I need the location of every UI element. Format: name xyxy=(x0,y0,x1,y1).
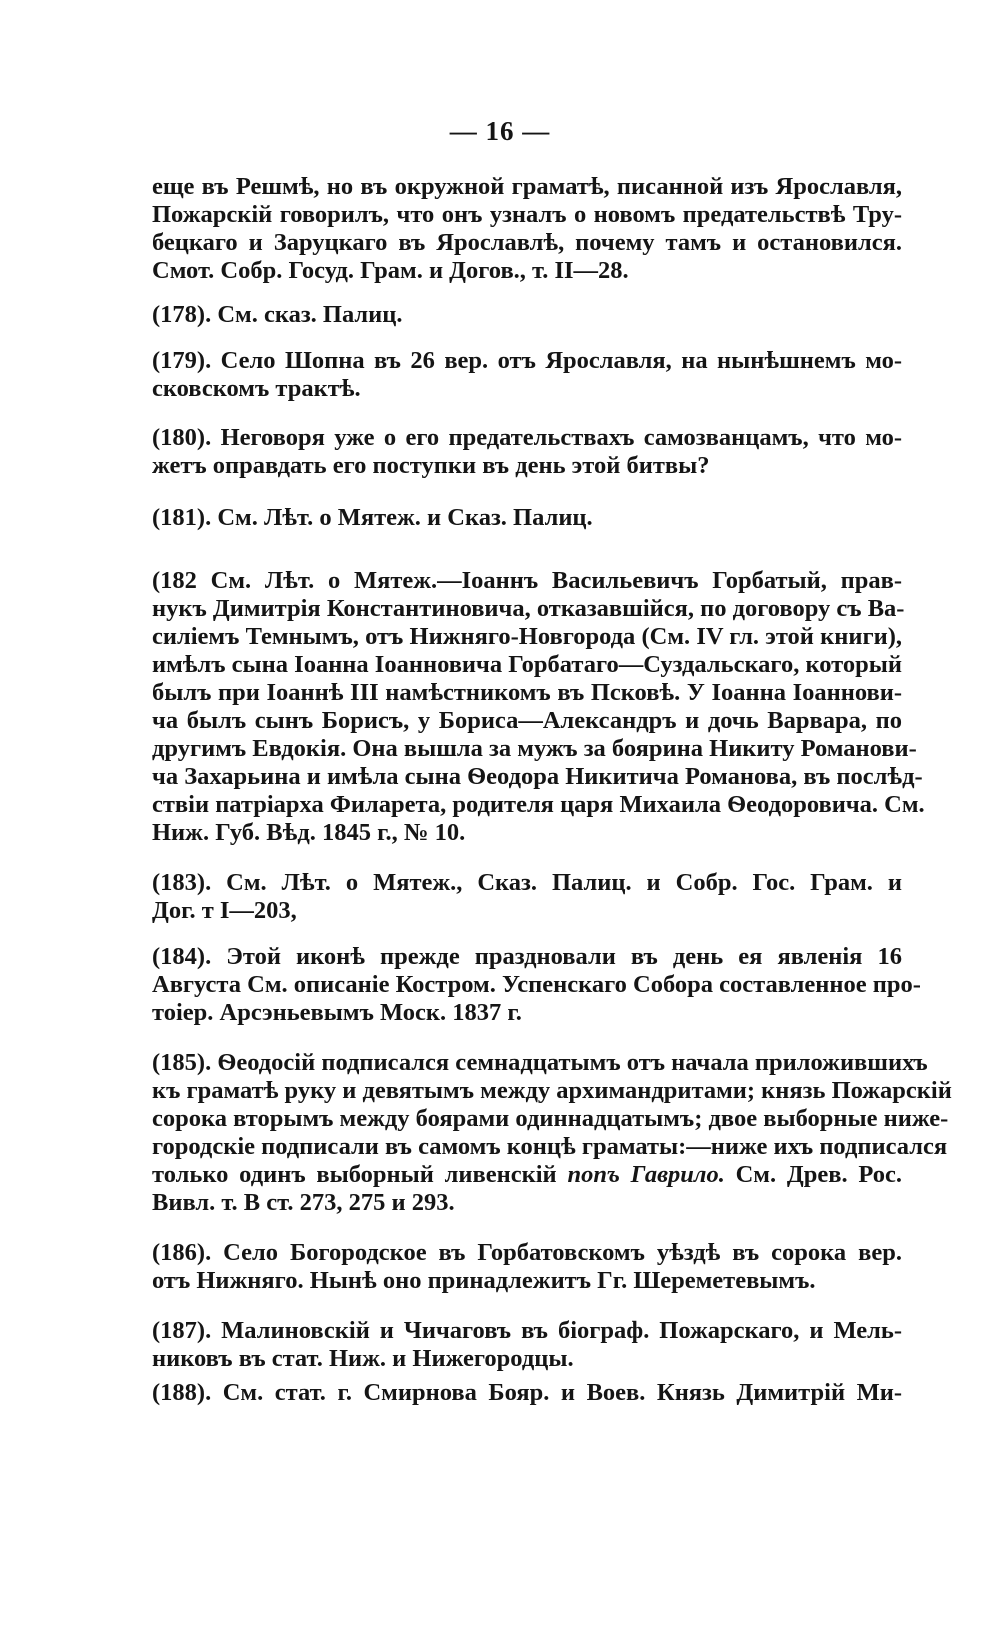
text-line: ча былъ сынъ Борисъ, у Бориса—Александръ и дочь Варвара, по xyxy=(152,707,902,734)
text-line: городскіе подписали въ самомъ концѣ граматы:—ниже ихъ подписался xyxy=(152,1133,948,1160)
text-line: ствіи патріарха Филарета, родителя царя Михаила Ѳеодоровича. См. xyxy=(152,791,925,818)
footnote-179: (179). Село Шопна въ 26 вер. отъ Ярославля, на нынѣшнемъ мо- xyxy=(152,347,902,374)
text-line: къ граматѣ руку и девятымъ между архимандритами; князь Пожарскій xyxy=(152,1077,952,1104)
footnote-183: (183). См. Лѣт. о Мятеж., Сказ. Палиц. и Собр. Гос. Грам. и xyxy=(152,869,902,896)
italic-text: попъ Гаврило. xyxy=(567,1161,725,1188)
footnote-184: (184). Этой иконѣ прежде праздновали въ день ея явленія 16 xyxy=(152,943,902,970)
footnote-178: (178). См. сказ. Палиц. xyxy=(152,301,403,328)
text-line: Вивл. т. В ст. 273, 275 и 293. xyxy=(152,1189,455,1216)
footnote-181: (181). См. Лѣт. о Мятеж. и Сказ. Палиц. xyxy=(152,504,593,531)
text-line: отъ Нижняго. Нынѣ оно принадлежитъ Гг. Шереметевымъ. xyxy=(152,1267,816,1294)
page-number: — 16 — xyxy=(449,116,551,146)
footnote-188: (188). См. стат. г. Смирнова Бояр. и Воев. Князь Димитрій Ми- xyxy=(152,1379,902,1406)
text-line: ча Захарьина и имѣла сына Ѳеодора Никитича Романова, въ послѣд- xyxy=(152,763,923,790)
text-line: сорока вторымъ между боярами одиннадцатымъ; двое выборные ниже- xyxy=(152,1105,949,1132)
text-line: еще въ Решмѣ, но въ окружной граматѣ, писанной изъ Ярославля, xyxy=(152,173,902,200)
footnote-186: (186). Село Богородское въ Горбатовскомъ уѣздѣ въ сорока вер. xyxy=(152,1239,902,1266)
text-line: Пожарскій говорилъ, что онъ узналъ о новомъ предательствѣ Тру- xyxy=(152,201,902,228)
text-segment: См. Древ. Рос. xyxy=(724,1161,902,1188)
text-line xyxy=(152,1160,902,1190)
footnote-180: (180). Неговоря уже о его предательствахъ самозванцамъ, что мо- xyxy=(152,424,902,451)
footnote-182: (182 См. Лѣт. о Мятеж.—Іоаннъ Васильевичъ Горбатый, прав- xyxy=(152,567,902,594)
text-line: жетъ оправдать его поступки въ день этой битвы? xyxy=(152,452,710,479)
footnote-187: (187). Малиновскій и Чичаговъ въ біограф. Пожарскаго, и Мель- xyxy=(152,1317,902,1344)
text-line: тоіер. Арсэньевымъ Моск. 1837 г. xyxy=(152,999,522,1026)
text-line: никовъ въ стат. Ниж. и Нижегородцы. xyxy=(152,1345,574,1372)
text-line: бецкаго и Заруцкаго въ Ярославлѣ, почему тамъ и остановился. xyxy=(152,229,902,256)
footnote-185: (185). Ѳеодосій подписался семнадцатымъ отъ начала приложившихъ xyxy=(152,1049,928,1076)
text-segment: только одинъ выборный ливенскій xyxy=(152,1161,568,1188)
text-line: силіемъ Темнымъ, отъ Нижняго-Новгорода (См. IV гл. этой книги), xyxy=(152,623,902,650)
text-line: былъ при Іоаннѣ III намѣстникомъ въ Псковѣ. У Іоанна Іоаннови- xyxy=(152,679,902,706)
text-line: Августа См. описаніе Костром. Успенскаго Собора составленное про- xyxy=(152,971,921,998)
text-line: сковскомъ трактѣ. xyxy=(152,375,361,402)
text-line: имѣлъ сына Іоанна Іоанновича Горбатаго—Суздальскаго, который xyxy=(152,651,903,678)
text-line: другимъ Евдокія. Она вышла за мужъ за боярина Никиту Романови- xyxy=(152,735,917,762)
text-line: Дог. т I—203, xyxy=(152,897,297,924)
text-line: Ниж. Губ. Вѣд. 1845 г., № 10. xyxy=(152,819,466,846)
text-line: нукъ Димитрія Константиновича, отказавшійся, по договору съ Ва- xyxy=(152,595,905,622)
text-line: Смот. Собр. Госуд. Грам. и Догов., т. II—28. xyxy=(152,257,629,284)
